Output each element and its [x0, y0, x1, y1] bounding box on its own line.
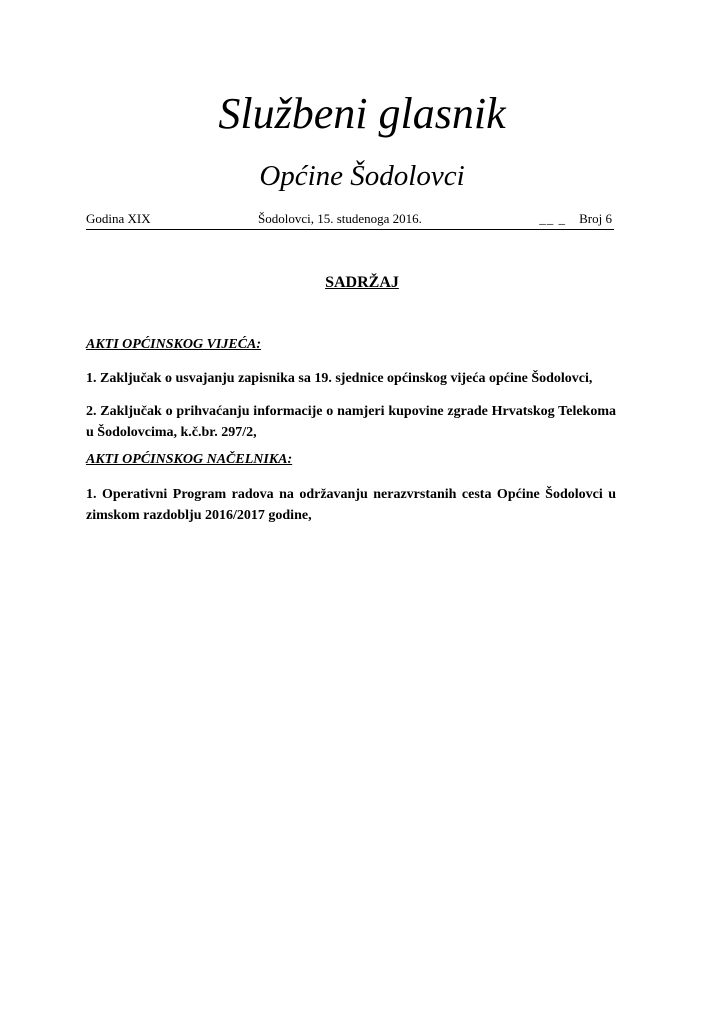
issue-place-date: Šodolovci, 15. studenoga 2016. — [258, 211, 422, 226]
issue-blank-line: __ _ — [539, 211, 566, 226]
issue-year: Godina XIX — [86, 211, 151, 226]
section-heading-council: AKTI OPĆINSKOG VIJEĆA: — [86, 337, 262, 352]
contents-item: 1. Zaključak o usvajanju zapisnika sa 19. sjednice općinskog vijeća općine Šodolovci, — [86, 371, 593, 386]
contents-item: 2. Zaključak o prihvaćanju informacije o namjeri kupovine zgrade Hrvatskog Telekoma u Šodolovcima, k.č.br. 297/2, — [86, 404, 616, 440]
section-heading-mayor: AKTI OPĆINSKOG NAČELNIKA: — [86, 452, 293, 467]
contents-item: 1. Operativni Program radova na održavanju nerazvrstanih cesta Općine Šodolovci u zimskom razdoblju 2016/2017 godine, — [86, 487, 616, 523]
contents-heading: SADRŽAJ — [325, 274, 399, 291]
gazette-title: Službeni glasnik — [218, 89, 506, 138]
issue-header-line — [86, 209, 614, 230]
municipality-subtitle: Općine Šodolovci — [259, 160, 465, 192]
issue-number: Broj 6 — [579, 211, 612, 226]
